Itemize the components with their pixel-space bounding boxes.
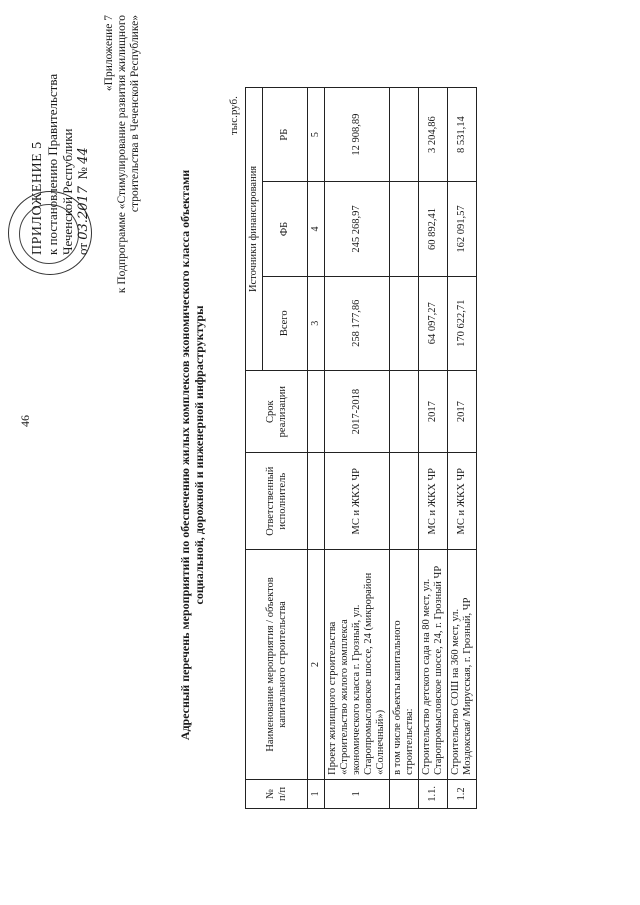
appendix-reference bbox=[103, 15, 142, 345]
col-number bbox=[308, 370, 325, 453]
row-executor: МС и ЖКХ ЧР bbox=[325, 453, 390, 550]
financing-table bbox=[245, 87, 477, 809]
republic-name: Чеченской Республики bbox=[60, 128, 75, 255]
col-header-name: Наименование мероприятия / объектов капитального строительства bbox=[246, 550, 308, 780]
row-rb bbox=[390, 88, 419, 182]
administration-block bbox=[30, 74, 91, 255]
row-num: 1.2 bbox=[448, 779, 477, 808]
row-rb: 3 204,86 bbox=[419, 88, 448, 182]
row-executor: МС и ЖКХ ЧР bbox=[448, 453, 477, 550]
row-name: Проект жилищного строительства «Строительство жилого комплекса экономического класса г. Грозный, ул. Старопромысловское шоссе, 24 (микрорайон «Солнечный») bbox=[325, 550, 390, 780]
row-total bbox=[390, 276, 419, 370]
number-prefix: № bbox=[75, 167, 90, 180]
col-header-total: Всего bbox=[263, 276, 308, 370]
appendix-line1: «Приложение 7 bbox=[103, 15, 115, 92]
annex-label: ПРИЛОЖЕНИЕ 5 bbox=[30, 141, 45, 255]
appendix-line2: к Подпрограмме «Стимулирование развития жилищного bbox=[116, 15, 128, 294]
col-number: 1 bbox=[308, 779, 325, 808]
row-name: Строительство СОШ на 360 мест, ул. Моздокская/ Мирусская, г. Грозный, ЧР bbox=[448, 550, 477, 780]
table-header-row bbox=[246, 88, 263, 809]
col-header-sources: Источники финансирования bbox=[246, 88, 263, 371]
col-header-rb: РБ bbox=[263, 88, 308, 182]
row-fb: 162 091,57 bbox=[448, 182, 477, 276]
table-row bbox=[448, 88, 477, 809]
row-total: 64 097,27 bbox=[419, 276, 448, 370]
col-number: 5 bbox=[308, 88, 325, 182]
date-prefix: от bbox=[75, 242, 90, 255]
col-number bbox=[308, 453, 325, 550]
row-fb: 60 892,41 bbox=[419, 182, 448, 276]
col-header-executor: Ответственный исполнитель bbox=[246, 453, 308, 550]
row-term: 2017 bbox=[448, 370, 477, 453]
handwritten-number: 44 bbox=[76, 147, 91, 164]
row-name: в том числе объекты капитального строительства: bbox=[390, 550, 419, 780]
row-fb bbox=[390, 182, 419, 276]
row-executor: МС и ЖКХ ЧР bbox=[419, 453, 448, 550]
col-header-num: № п/п bbox=[246, 779, 308, 808]
row-total: 170 622,71 bbox=[448, 276, 477, 370]
col-header-fb: ФБ bbox=[263, 182, 308, 276]
row-executor bbox=[390, 453, 419, 550]
row-term bbox=[390, 370, 419, 453]
handwritten-date: 03.2017 bbox=[76, 185, 91, 240]
table-row bbox=[390, 88, 419, 809]
decree-ref: к постановлению Правительства bbox=[45, 73, 60, 255]
col-number: 2 bbox=[308, 550, 325, 780]
title-line1: Адресный перечень мероприятий по обеспечению жилых комплексов экономического класса объектами bbox=[178, 169, 192, 741]
page-number: 46 bbox=[18, 415, 32, 427]
col-number: 3 bbox=[308, 276, 325, 370]
table-row bbox=[325, 88, 390, 809]
row-num: 1 bbox=[325, 779, 390, 808]
row-term: 2017-2018 bbox=[325, 370, 390, 453]
col-header-term: Срок реализации bbox=[246, 370, 308, 453]
row-num bbox=[390, 779, 419, 808]
title-line2: социальной, дорожной и инженерной инфраструктуры bbox=[192, 305, 206, 605]
row-fb: 245 268,97 bbox=[325, 182, 390, 276]
appendix-line3: строительства в Чеченской Республике» bbox=[129, 15, 141, 213]
row-rb: 12 908,89 bbox=[325, 88, 390, 182]
row-term: 2017 bbox=[419, 370, 448, 453]
row-name: Строительство детского сада на 80 мест, ул. Старопромысловское шоссе, 24, г. Грозный ЧР bbox=[419, 550, 448, 780]
col-number: 4 bbox=[308, 182, 325, 276]
row-rb: 8 531,14 bbox=[448, 88, 477, 182]
decree-date-line bbox=[75, 74, 91, 255]
document-title bbox=[178, 145, 206, 765]
units-label: тыс.руб. bbox=[228, 96, 240, 135]
row-num: 1.1. bbox=[419, 779, 448, 808]
column-number-row bbox=[308, 88, 325, 809]
table-row bbox=[419, 88, 448, 809]
row-total: 258 177,86 bbox=[325, 276, 390, 370]
